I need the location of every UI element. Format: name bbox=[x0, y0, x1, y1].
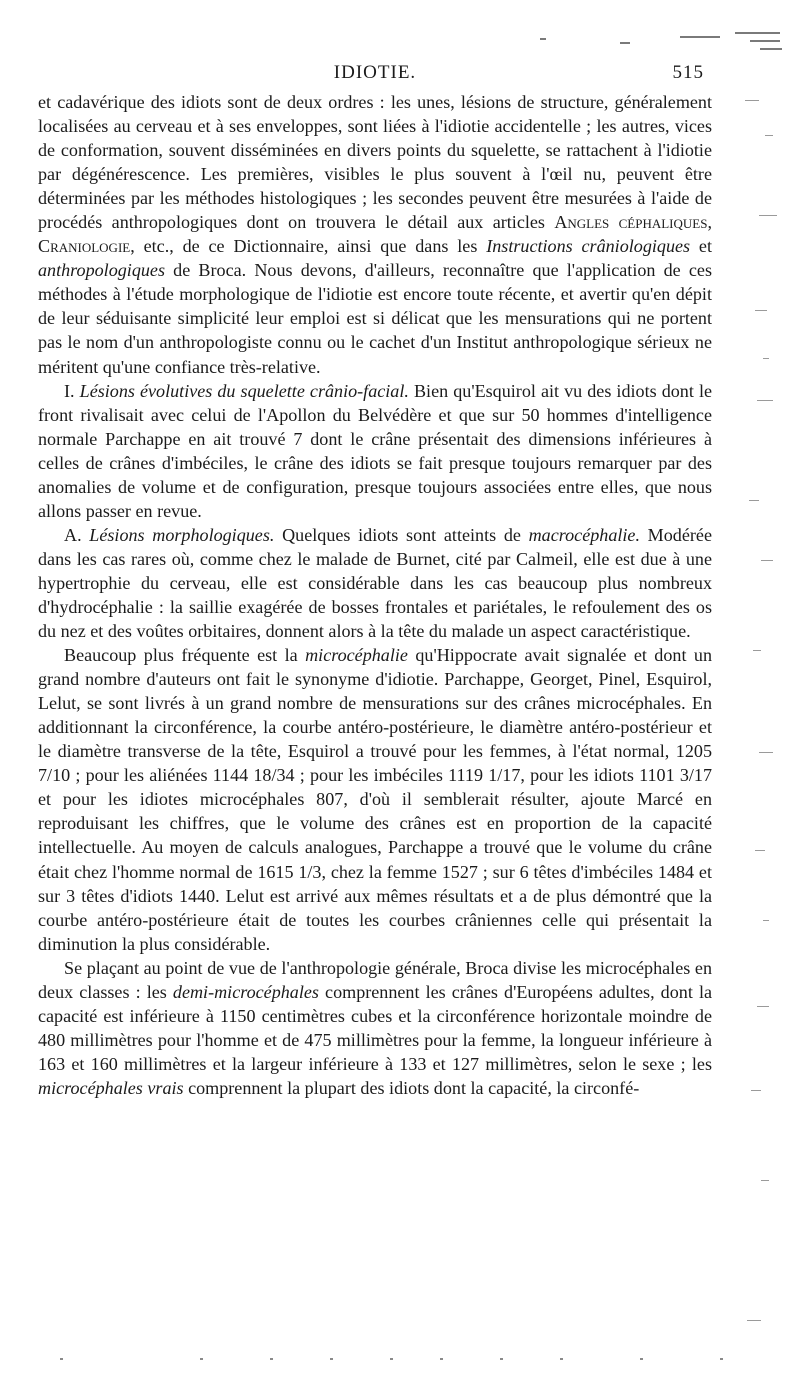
running-title: IDIOTIE. bbox=[333, 62, 417, 83]
document-page bbox=[38, 62, 712, 1100]
running-header bbox=[38, 62, 712, 90]
page-number: 515 bbox=[672, 62, 704, 83]
small-caps-text: Angles céphaliques bbox=[554, 212, 708, 233]
text-run: I. bbox=[64, 380, 80, 401]
paragraph-morphological-lesions bbox=[38, 523, 712, 643]
text-run: et cadavérique des idiots sont de deux ordres : les unes, lésions de structure, généralement localisées au cerveau et à ses enveloppes, sont liées à l'idiotie accidentelle ; les autres, vices de conformation, souvent disséminées en divers points du squelette, se rattachent à l'idiotie par dégénérescence. Les premières, visibles le plus souvent à l'œil nu, peuvent être déterminées par les méthodes histologiques ; les secondes peuvent être mesurées à l'aide de procédés anthropologiques dont on trouvera le détail aux articles bbox=[38, 92, 712, 233]
italic-text: macrocéphalie. bbox=[528, 524, 640, 545]
italic-text: Lésions évolutives du squelette crânio-facial. bbox=[79, 380, 409, 401]
text-run: Bien qu'Esquirol ait vu des idiots dont le front rivalisait avec celui de l'Apollon du Belvédère et que sur 50 hommes d'intelligence normale Parchappe en ait trouvé 7 dont le crâne présentait des dimensions inférieures à celles de crânes d'imbéciles, le crâne des idiots se fait presque toujours remarquer par des anomalies de volume et de configuration, presque toujours associées entre elles, que nous allons passer en revue. bbox=[38, 380, 712, 521]
text-run: Beaucoup plus fréquente est la bbox=[64, 645, 306, 666]
paragraph-broca-classification bbox=[38, 956, 712, 1100]
text-run: A. bbox=[64, 524, 90, 545]
text-run: , etc., de ce Dictionnaire, ainsi que dans les bbox=[130, 236, 487, 257]
small-caps-text: Craniologie bbox=[38, 236, 131, 257]
text-run: comprennent les crânes d'Européens adultes, dont la capacité est inférieure à 1150 centimètres cubes et la circonférence horizontale moindre de 480 millimètres pour l'homme et de 475 millimètres pour la femme, la longueur inférieure à 163 et 160 millimètres et la largeur inférieure à 133 et 127 millimètres, selon le sexe ; les bbox=[38, 981, 712, 1074]
italic-text: Instructions crâniologiques bbox=[486, 236, 691, 257]
italic-text: demi-microcéphales bbox=[172, 981, 319, 1002]
scan-noise-bottom bbox=[40, 1358, 760, 1364]
text-run: qu'Hippocrate avait signalée et dont un grand nombre d'auteurs ont fait le synonyme d'idiotie. Parchappe, Georget, Pinel, Esquirol, Lelut, se sont livrés à un grand nombre de mensurations sur des crânes microcéphales. En additionnant la circonférence, la courbe antéro-postérieure, le diamètre antéro-postérieur et le diamètre transverse de la tête, Esquirol a trouvé pour les femmes, à l'état normal, 1205 7/10 ; pour les aliénées 1144 18/34 ; pour les imbéciles 1119 1/17, pour les idiots 1101 3/17 et pour les idiotes microcéphales 807, d'où il semblerait résulter, ajoute Marcé en reproduisant les chiffres, que le volume des crânes est en proportion de la capacité intellectuelle. Au moyen de calculs analogues, Parchappe a trouvé que le volume du crâne était chez l'homme normal de 1615 1/3, chez la femme 1527 ; sur 6 têtes d'imbéciles 1484 et sur 3 têtes d'idiots 1440. Lelut est arrivé aux mêmes résultats et a de plus démontré que la courbe antéro-postérieure était de toutes les courbes crâniennes celle qui présentait la diminution la plus considérable. bbox=[38, 645, 712, 954]
text-run: , bbox=[707, 212, 712, 233]
text-run: comprennent la plupart des idiots dont la capacité, la circonfé- bbox=[183, 1077, 640, 1098]
text-run: de Broca. Nous devons, d'ailleurs, reconnaître que l'application de ces méthodes à l'étude morphologique de l'idiotie est encore toute récente, et avertir qu'en dépit de leur séduisante simplicité leur emploi est si délicat que les mensurations qui ne portent pas le nom d'un anthropologiste connu ou le cachet d'un Institut anthropologique sérieux ne méritent qu'une confiance très-relative. bbox=[38, 260, 712, 377]
text-run: Se plaçant au point de vue de l'anthropologie générale, Broca divise les microcéphales en deux classes : les bbox=[38, 957, 712, 1002]
italic-text: microcéphalie bbox=[305, 645, 408, 666]
italic-text: anthropologiques bbox=[38, 260, 165, 281]
italic-text: microcéphales vrais bbox=[38, 1077, 184, 1098]
text-run: Modérée dans les cas rares où, comme chez le malade de Burnet, cité par Calmeil, elle est due à une hypertrophie du cerveau, elle est considérable dans les cas beaucoup plus nombreux d'hydrocéphalie : la saillie exagérée de bosses frontales et pariétales, le refoulement des os du nez et des voûtes orbitaires, donnent alors à la tête du malade un aspect caractéristique. bbox=[38, 524, 712, 642]
paragraph-skeletal-lesions bbox=[38, 379, 712, 523]
paragraph-continuation bbox=[38, 90, 712, 379]
text-run: et bbox=[690, 236, 712, 257]
paragraph-microcephaly bbox=[38, 643, 712, 956]
scan-noise-margin bbox=[735, 40, 785, 1340]
body-text bbox=[38, 90, 712, 1100]
text-run: Quelques idiots sont atteints de bbox=[274, 524, 529, 545]
italic-text: Lésions morphologiques. bbox=[89, 524, 275, 545]
